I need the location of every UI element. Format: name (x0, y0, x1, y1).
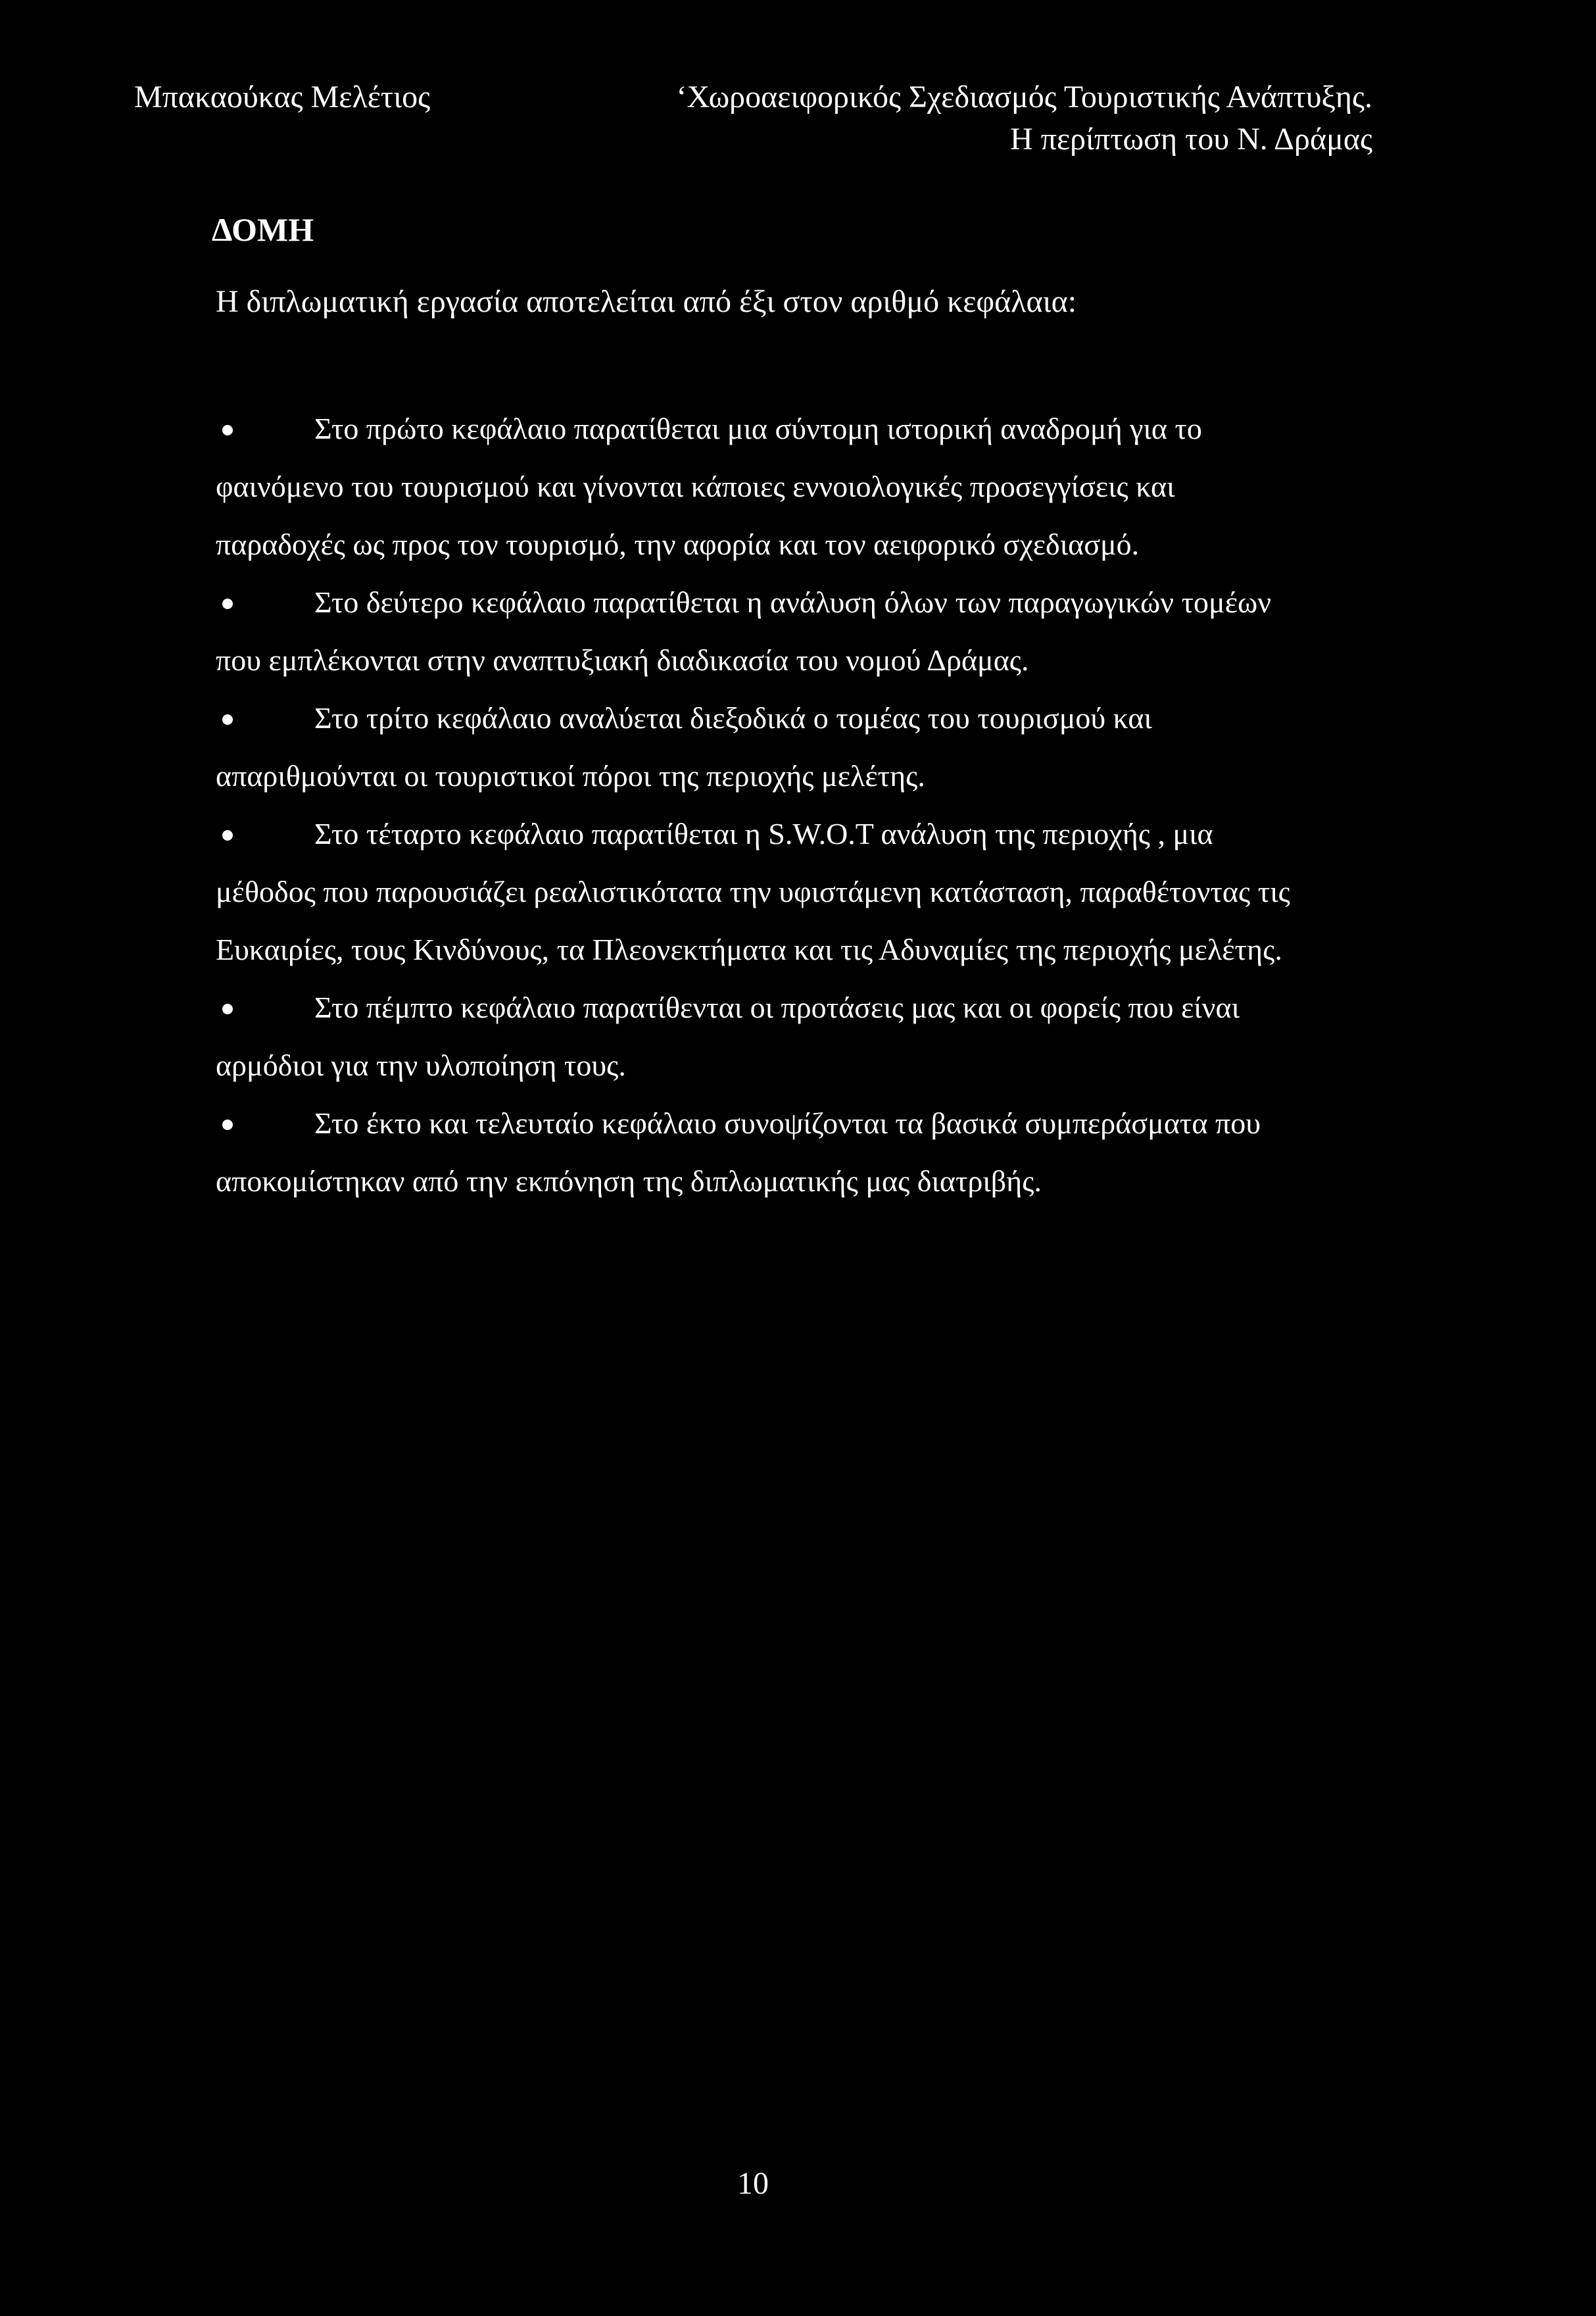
chapter-text: Στο πέμπτο κεφάλαιο παρατίθενται οι προτάσεις μας και οι φορείς που είναι αρμόδιοι για την υλοποίηση τους. (216, 991, 1240, 1082)
chapter-text: Στο δεύτερο κεφάλαιο παρατίθεται η ανάλυση όλων των παραγωγικών τομέων που εμπλέκονται στην αναπτυξιακή διαδικασία του νομού Δράμας. (216, 585, 1272, 677)
chapter-list (216, 400, 1307, 1210)
chapter-text: Στο τέταρτο κεφάλαιο παρατίθεται η S.W.O.T ανάλυση της περιοχής , μια μέθοδος που παρουσιάζει ρεαλιστικότατα την υφιστάμενη κατάσταση, παραθέτοντας τις Ευκαιρίες, τους Κινδύνους, τα Πλεονεκτήματα και τις Αδυναμίες της περιοχής μελέτης. (216, 817, 1290, 966)
chapter-item (216, 1095, 1307, 1210)
chapter-item (216, 400, 1307, 574)
chapter-text: Στο πρώτο κεφάλαιο παρατίθεται μια σύντομη ιστορική αναδρομή για το φαινόμενο του τουρισμού και γίνονται κάποιες εννοιολογικές προσεγγίσεις και παραδοχές ως προς τον τουρισμό, την αφορία και τον αειφορικό σχεδιασμό. (216, 412, 1202, 561)
chapter-item (216, 979, 1307, 1095)
header-title-line-2: Η περίπτωση του Ν. Δράμας (1010, 122, 1372, 157)
chapter-item (216, 689, 1307, 805)
header-author: Μπακαούκας Μελέτιος (134, 80, 431, 114)
bullet-dot-icon (222, 425, 233, 435)
chapter-text: Στο τρίτο κεφάλαιο αναλύεται διεξοδικά ο τομέας του τουρισμού και απαριθμούνται οι τουριστικοί πόροι της περιοχής μελέτης. (216, 701, 1152, 793)
chapter-item (216, 574, 1307, 689)
section-title: ΔΟΜΗ (212, 211, 314, 248)
header-thesis-title (676, 76, 1372, 160)
chapter-text: Στο έκτο και τελευταίο κεφάλαιο συνοψίζονται τα βασικά συμπεράσματα που αποκομίστηκαν από την εκπόνηση της διπλωματικής μας διατριβής. (216, 1106, 1261, 1198)
bullet-dot-icon (222, 599, 233, 609)
bullet-dot-icon (222, 1004, 233, 1014)
section-intro: Η διπλωματική εργασία αποτελείται από έξι στον αριθμό κεφάλαια: (216, 284, 1077, 319)
bullet-dot-icon (222, 714, 233, 725)
bullet-dot-icon (222, 1120, 233, 1130)
chapter-item (216, 805, 1307, 979)
bullet-dot-icon (222, 830, 233, 841)
header-title-line-1: ‘Χωροαειφορικός Σχεδιασμός Τουριστικής Ανάπτυξης. (676, 80, 1372, 114)
page-number: 10 (737, 2166, 769, 2201)
